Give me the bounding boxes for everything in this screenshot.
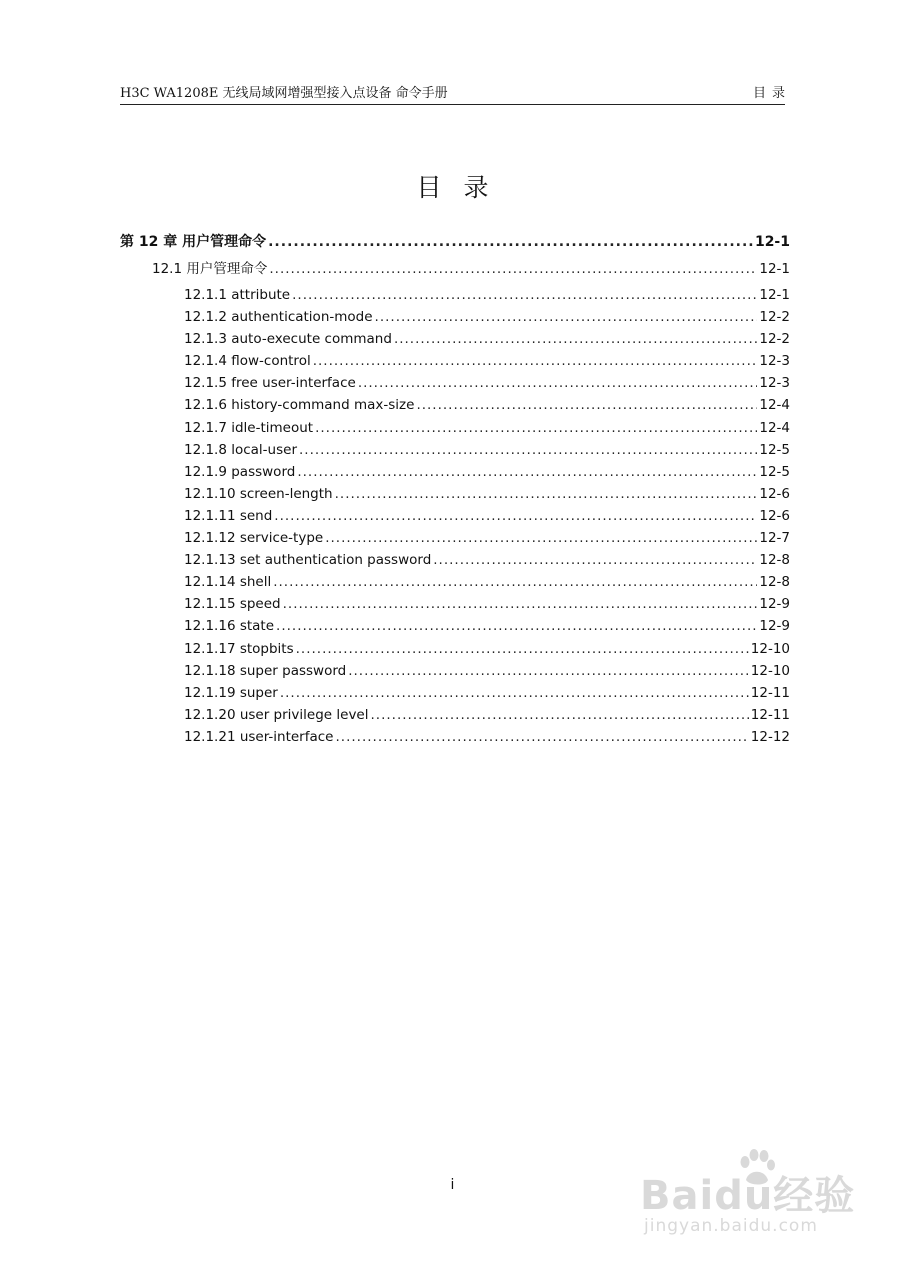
toc-entry-label: 12.1.14 shell [184, 574, 272, 591]
toc-entry-label: 12.1.3 auto-execute command [184, 331, 392, 348]
toc-leader-dots [394, 328, 757, 350]
toc-entry-page: 12-8 [759, 552, 790, 569]
toc-entry[interactable] [120, 638, 790, 660]
toc-entry[interactable] [120, 527, 790, 549]
toc-entry-page: 12-11 [750, 706, 790, 723]
toc-leader-dots [268, 230, 753, 254]
toc-entry-label: 12.1.19 super [184, 684, 278, 701]
watermark-logo-text: Baidu经验 [640, 1173, 856, 1219]
toc-entry-page: 12-9 [759, 618, 790, 635]
toc-entry-page: 12-3 [759, 353, 790, 370]
toc-entry-label: 12.1.11 send [184, 507, 273, 524]
toc-entry[interactable] [120, 461, 790, 483]
toc-entry-page: 12-9 [759, 596, 790, 613]
toc-leader-dots [375, 306, 758, 328]
toc-entry-label: 12.1.4 flow-control [184, 353, 311, 370]
toc-entry[interactable] [120, 306, 790, 328]
toc-entry-label: 12.1.15 speed [184, 596, 281, 613]
toc-leader-dots [335, 483, 758, 505]
toc-entry-label: 12.1.16 state [184, 618, 275, 635]
header-section-label: 目录 [752, 86, 791, 101]
toc-leader-dots [433, 549, 757, 571]
toc-leader-dots [335, 726, 748, 748]
toc-leader-dots [358, 372, 758, 394]
toc-entry-label: 12.1.5 free user-interface [184, 375, 356, 392]
toc-entry[interactable] [120, 439, 790, 461]
toc-entry-page: 12-3 [759, 375, 790, 392]
toc-leader-dots [315, 417, 757, 439]
toc-entry[interactable] [120, 549, 790, 571]
toc-entry-label: 12.1.10 screen-length [184, 485, 333, 502]
toc-entry-page: 12-6 [759, 507, 790, 524]
toc-entry-label: 12.1.9 password [184, 463, 296, 480]
toc-entry[interactable] [120, 350, 790, 372]
toc-entry[interactable] [120, 284, 790, 306]
toc-entry-page: 12-10 [750, 640, 790, 657]
toc-entry-label: 12.1.17 stopbits [184, 640, 294, 657]
toc-subsection-list [120, 284, 790, 748]
toc-leader-dots [292, 284, 757, 306]
toc-section-page: 12-1 [759, 261, 790, 277]
toc-leader-dots [274, 505, 757, 527]
toc-section-label: 12.1 用户管理命令 [152, 261, 268, 277]
baidu-jingyan-watermark [640, 1148, 870, 1248]
toc-chapter-entry[interactable] [120, 230, 790, 254]
page-title: 目录 [416, 173, 511, 202]
toc-leader-dots [297, 461, 757, 483]
toc-entry-page: 12-6 [759, 485, 790, 502]
toc-leader-dots [325, 527, 757, 549]
toc-entry[interactable] [120, 394, 790, 416]
toc-entry-label: 12.1.7 idle-timeout [184, 419, 314, 436]
toc-leader-dots [371, 704, 749, 726]
toc-leader-dots [273, 571, 757, 593]
toc-leader-dots [269, 254, 757, 284]
toc-entry-label: 12.1.6 history-command max-size [184, 397, 415, 414]
toc-entry-label: 12.1.8 local-user [184, 441, 298, 458]
toc-entry-page: 12-12 [750, 728, 790, 745]
toc-entry[interactable] [120, 726, 790, 748]
table-of-contents [120, 230, 790, 748]
page-header [120, 86, 791, 105]
toc-chapter-label: 第 12 章 用户管理命令 [120, 234, 267, 250]
toc-entry-label: 12.1.21 user-interface [184, 728, 334, 745]
toc-entry-label: 12.1.13 set authentication password [184, 552, 432, 569]
toc-entry[interactable] [120, 682, 790, 704]
toc-leader-dots [348, 660, 749, 682]
toc-entry-page: 12-10 [750, 662, 790, 679]
toc-chapter-page: 12-1 [754, 234, 790, 250]
toc-entry-page: 12-11 [750, 684, 790, 701]
toc-entry-label: 12.1.12 service-type [184, 530, 324, 547]
toc-entry[interactable] [120, 328, 790, 350]
toc-entry-page: 12-2 [759, 309, 790, 326]
toc-leader-dots [283, 593, 758, 615]
toc-entry-page: 12-8 [759, 574, 790, 591]
watermark-url: jingyan.baidu.com [644, 1216, 818, 1236]
toc-section-entry[interactable] [120, 254, 790, 284]
toc-entry[interactable] [120, 660, 790, 682]
toc-entry-page: 12-4 [759, 397, 790, 414]
toc-entry-page: 12-5 [759, 441, 790, 458]
toc-leader-dots [276, 615, 757, 637]
toc-leader-dots [416, 394, 757, 416]
toc-entry-page: 12-1 [759, 287, 790, 303]
toc-entry[interactable] [120, 571, 790, 593]
toc-entry[interactable] [120, 483, 790, 505]
toc-entry-page: 12-7 [759, 530, 790, 547]
toc-entry-page: 12-5 [759, 463, 790, 480]
toc-entry-page: 12-2 [759, 331, 790, 348]
toc-leader-dots [280, 682, 749, 704]
toc-entry-label: 12.1.20 user privilege level [184, 706, 369, 723]
toc-entry[interactable] [120, 615, 790, 637]
toc-leader-dots [299, 439, 757, 461]
footer-page-number: i [450, 1177, 455, 1193]
header-doc-title: H3C WA1208E 无线局域网增强型接入点设备 命令手册 [120, 86, 448, 101]
toc-leader-dots [313, 350, 758, 372]
toc-entry-label: 12.1.18 super password [184, 662, 347, 679]
toc-entry[interactable] [120, 505, 790, 527]
toc-entry[interactable] [120, 372, 790, 394]
toc-entry-label: 12.1.1 attribute [184, 287, 291, 303]
toc-entry[interactable] [120, 593, 790, 615]
toc-entry[interactable] [120, 417, 790, 439]
toc-leader-dots [296, 638, 749, 660]
toc-entry-page: 12-4 [759, 419, 790, 436]
toc-entry[interactable] [120, 704, 790, 726]
toc-entry-label: 12.1.2 authentication-mode [184, 309, 373, 326]
